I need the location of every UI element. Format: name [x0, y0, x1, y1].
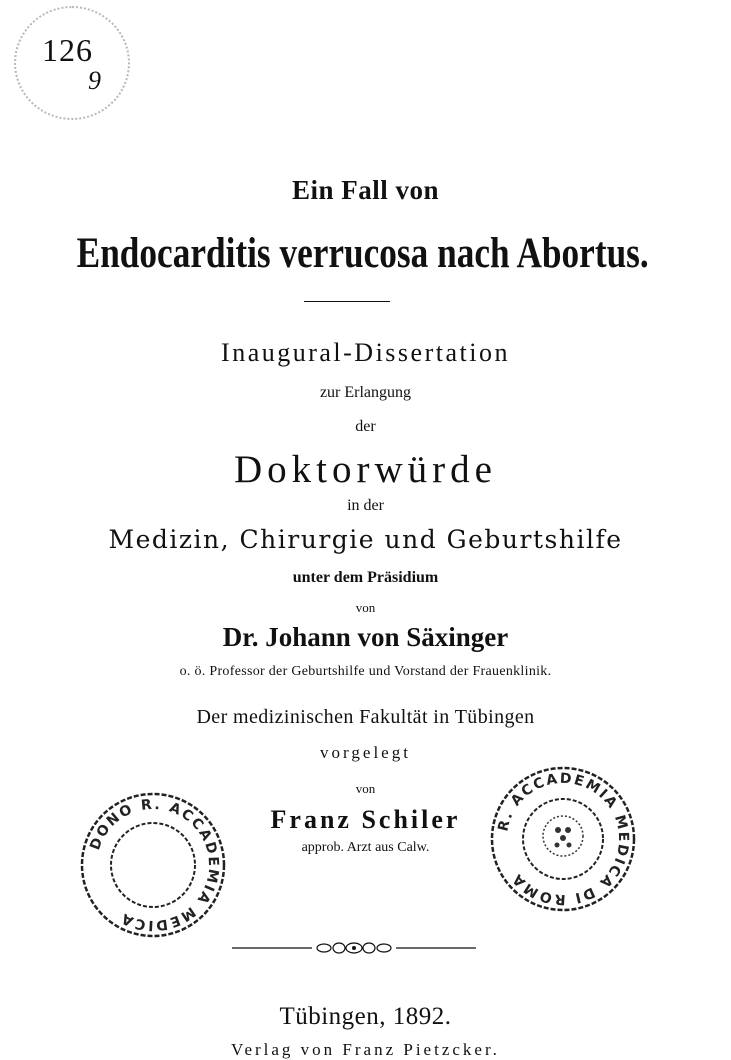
publisher: Verlag von Franz Pietzcker.	[231, 1040, 500, 1059]
ornamental-rule	[232, 941, 476, 955]
left-stamp-text: DONO R. ACCADEMIA MEDICA	[87, 796, 222, 934]
der-text: der	[355, 418, 376, 435]
catalogue-sub-number: 9	[88, 66, 101, 95]
president-title: o. ö. Professor der Geburtshilfe und Vorstand der Frauenklinik.	[179, 664, 552, 679]
fields-of-study: Medizin, Chirurgie und Geburtshilfe	[108, 525, 623, 554]
imprint-city-year: Tübingen, 1892.	[279, 1003, 452, 1030]
in-der-text: in der	[347, 497, 384, 514]
catalogue-stamp	[14, 2, 132, 122]
presidium-text: unter dem Präsidium	[292, 569, 439, 586]
vorgelegt-text: vorgelegt	[320, 743, 411, 762]
main-title: Endocarditis verrucosa nach Abortus.	[76, 230, 649, 277]
degree-title: Doktorwürde	[234, 448, 497, 491]
title-line-1: Ein Fall von	[291, 175, 440, 205]
author-title: approb. Arzt aus Calw.	[301, 840, 430, 855]
svg-text:DONO R. ACCADEMIA MEDICA	[87, 797, 221, 934]
author-name: Franz Schiler	[270, 805, 461, 834]
title-divider	[304, 301, 390, 302]
dissertation-type: Inaugural-Dissertation	[221, 338, 510, 367]
catalogue-number: 126	[42, 32, 93, 68]
stamp-crest-icon	[543, 816, 583, 856]
president-name: Dr. Johann von Säxinger	[222, 622, 509, 652]
library-stamp-left	[78, 790, 228, 940]
library-stamp-right	[488, 764, 638, 914]
von-text-1: von	[355, 600, 376, 615]
von-text-2: von	[355, 781, 376, 796]
faculty-text: Der medizinischen Fakultät in Tübingen	[196, 706, 535, 728]
zur-erlangung: zur Erlangung	[319, 384, 412, 401]
right-stamp-text: R. ACCADEMIA MEDICA DI ROMA	[495, 770, 632, 908]
